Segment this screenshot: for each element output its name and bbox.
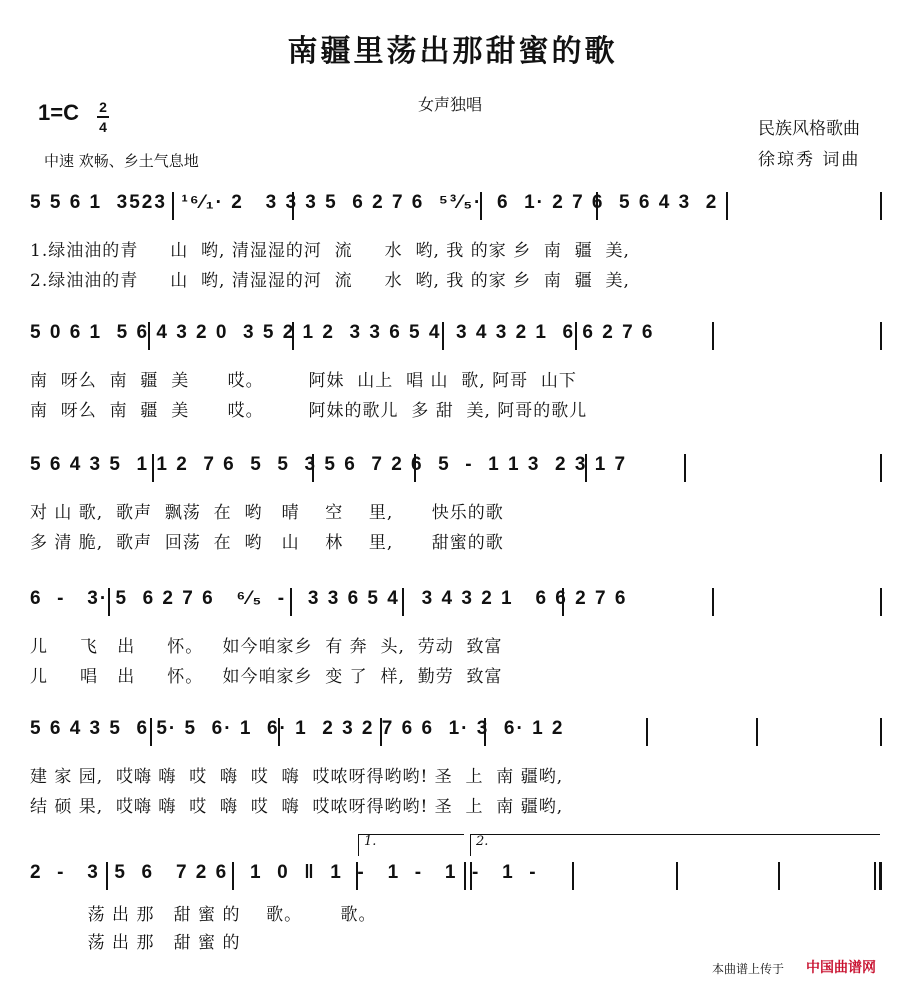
- lyric-verse-1: 建 家 园, 哎嗨 嗨 哎 嗨 哎 嗨 哎哝呀得哟哟! 圣 上 南 疆哟,: [30, 767, 564, 787]
- lyric-verse-2: 荡 出 那 甜 蜜 的: [30, 933, 241, 953]
- footer-text: 本曲谱上传于: [712, 962, 785, 976]
- staff-system-1: [0, 190, 905, 322]
- time-denominator: 4: [99, 119, 107, 135]
- lyric-verse-2: 南 呀么 南 疆 美 哎。 阿妹的歌儿 多 甜 美, 阿哥的歌儿: [30, 401, 588, 421]
- lyric-verse-2: 结 硕 果, 哎嗨 嗨 哎 嗨 哎 嗨 哎哝呀得哟哟! 圣 上 南 疆哟,: [30, 797, 564, 817]
- lyric-verse-1: 儿 飞 出 怀。 如今咱家乡 有 奔 头, 劳动 致富: [30, 637, 503, 657]
- volta-label-1: 1.: [364, 834, 377, 849]
- time-divider: [97, 116, 109, 118]
- notation-line: 5 6 4 3 5 1 1 2 7 6 5 5 3 5 6 7 2 6 5 - 1 1 3 2 3 1 7: [30, 454, 628, 475]
- lyric-verse-2: 儿 唱 出 怀。 如今咱家乡 变 了 样, 勤劳 致富: [30, 667, 503, 687]
- volta-bracket-1: [358, 834, 359, 856]
- volta-bracket-2: [470, 834, 471, 856]
- notation-line: 5 0 6 1 5 6 4 3 2 0 3 5 2 1 2 3 3 6 5 4 3 4 3 2 1 6 6 2 7 6: [30, 322, 655, 343]
- time-signature: [97, 100, 109, 134]
- time-numerator: 2: [99, 99, 107, 115]
- lyric-verse-1: 对 山 歌, 歌声 飘荡 在 哟 晴 空 里, 快乐的歌: [30, 503, 504, 523]
- lyric-verse-1: 南 呀么 南 疆 美 哎。 阿妹 山上 唱 山 歌, 阿哥 山下: [30, 371, 577, 391]
- key-signature: 1=C: [38, 100, 79, 125]
- notation-line: 5 5 6 1 3523 ¹⁶⁄₁· 2 3 3 3 5 6 2 7 6 ⁵³⁄₅· 6 1· 2 7 6 5 6 4 3 2: [30, 192, 719, 213]
- staff-system-4: [0, 586, 905, 718]
- performance-type: 女声独唱: [418, 95, 483, 114]
- staff-system-2: [0, 320, 905, 452]
- lyric-verse-2: 多 清 脆, 歌声 回荡 在 哟 山 林 里, 甜蜜的歌: [30, 533, 504, 553]
- credit-label: 徐琼秀 词曲: [758, 150, 861, 170]
- notation-line: 5 6 4 3 5 6 5· 5 6· 1 6· 1 2 3 2 7 6 6 1· 3 6· 1 2: [30, 718, 565, 739]
- staff-system-3: [0, 452, 905, 584]
- genre-label: 民族风格歌曲: [758, 119, 860, 139]
- song-title: 南疆里荡出那甜蜜的歌: [287, 34, 618, 69]
- notation-line: 6 - 3· 5 6 2 7 6 ⁶⁄₅ - 3 3 6 5 4 3 4 3 2 1 6 6 2 7 6: [30, 588, 628, 609]
- site-logo[interactable]: 中国曲谱网: [806, 959, 876, 975]
- notation-line: 2 - 3 5 6 7 2 6 1 0 ‖ 1 - 1 - 1 - 1 -: [30, 862, 538, 883]
- volta-line-2: [470, 834, 880, 835]
- tempo-marking: 中速 欢畅、乡土气息地: [44, 152, 199, 170]
- lyric-verse-1: 荡 出 那 甜 蜜 的 歌。 歌。: [30, 905, 377, 925]
- volta-label-2: 2.: [476, 834, 489, 849]
- staff-system-5: [0, 716, 905, 848]
- lyric-verse-1: 1.绿油油的青 山 哟, 清湿湿的河 流 水 哟, 我 的家 乡 南 疆 美,: [30, 241, 630, 261]
- lyric-verse-2: 2.绿油油的青 山 哟, 清湿湿的河 流 水 哟, 我 的家 乡 南 疆 美,: [30, 271, 630, 291]
